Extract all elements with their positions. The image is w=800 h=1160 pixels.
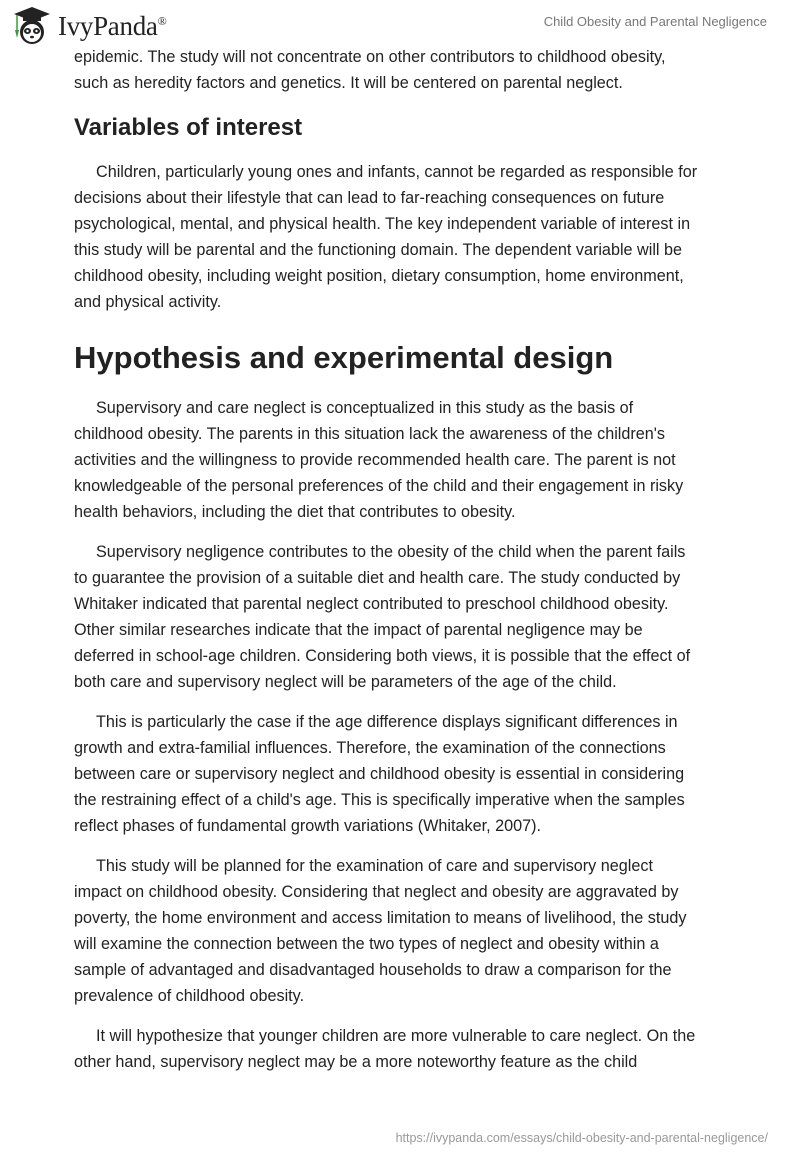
text-line: growth and extra-familial influences. Therefore, the examination of the connections [74, 739, 666, 757]
paragraph [74, 853, 754, 1009]
text-line: poverty, the home environment and access limitation to means of livelihood, the study [74, 909, 687, 927]
text-line: activities and the willingness to provide recommended health care. The parent is not [74, 451, 676, 469]
text-line: decisions about their lifestyle that can lead to far-reaching consequences on future [74, 189, 665, 207]
text-line: health behaviors, including the diet that contributes to obesity. [74, 503, 516, 521]
paragraph [74, 395, 754, 525]
text-line: impact on childhood obesity. Considering that neglect and obesity are aggravated by [74, 883, 679, 901]
page-url[interactable]: https://ivypanda.com/essays/child-obesity-and-parental-negligence/ [395, 1131, 768, 1145]
text-line: to guarantee the provision of a suitable diet and health care. The study conducted by [74, 569, 681, 587]
paragraph [74, 44, 754, 96]
text-line: other hand, supervisory neglect may be a more noteworthy feature as the child [74, 1053, 638, 1071]
document-title: Child Obesity and Parental Negligence [543, 14, 767, 29]
text-line: such as heredity factors and genetics. It will be centered on parental neglect. [74, 74, 623, 92]
text-line: childhood obesity. The parents in this situation lack the awareness of the children's [74, 425, 665, 443]
text-line: reflect phases of fundamental growth variations (Whitaker, 2007). [74, 817, 541, 835]
text-line: epidemic. The study will not concentrate on other contributors to childhood obesity, [74, 48, 666, 66]
text-line: sample of advantaged and disadvantaged households to draw a comparison for the [74, 961, 672, 979]
text-line: this study will be parental and the functioning domain. The dependent variable will be [74, 241, 683, 259]
text-line: will examine the connection between the two types of neglect and obesity within a [74, 935, 659, 953]
text-line: Supervisory and care neglect is conceptualized in this study as the basis of [96, 399, 634, 417]
logo-text: IvyPanda [58, 10, 158, 41]
text-line: and physical activity. [74, 293, 222, 311]
text-line: Whitaker indicated that parental neglect contributed to preschool childhood obesity. [74, 595, 669, 613]
text-line: prevalence of childhood obesity. [74, 987, 305, 1005]
text-line: between care or supervisory neglect and childhood obesity is essential in considering [74, 765, 685, 783]
paragraph [74, 709, 754, 839]
essay-content [74, 44, 754, 1089]
text-line: Supervisory negligence contributes to the obesity of the child when the parent fails [96, 543, 686, 561]
ivypanda-logo[interactable] [12, 6, 166, 46]
text-line: psychological, mental, and physical health. The key independent variable of interest in [74, 215, 691, 233]
section-heading: Hypothesis and experimental design [74, 340, 614, 375]
paragraph [74, 539, 754, 695]
subsection-heading: Variables of interest [74, 114, 303, 141]
text-line: childhood obesity, including weight position, dietary consumption, home environment, [74, 267, 684, 285]
text-line: This is particularly the case if the age difference displays significant differences in [96, 713, 678, 731]
text-line: knowledgeable of the personal preferences of the child and their engagement in risky [74, 477, 684, 495]
text-line: deferred in school-age children. Considering both views, it is possible that the effect of [74, 647, 691, 665]
registered-mark: ® [157, 13, 167, 28]
paragraph [74, 159, 754, 315]
panda-graduate-icon [12, 6, 52, 46]
text-line: This study will be planned for the examination of care and supervisory neglect [96, 857, 653, 875]
text-line: Children, particularly young ones and infants, cannot be regarded as responsible for [96, 163, 698, 181]
text-line: It will hypothesize that younger children are more vulnerable to care neglect. On the [96, 1027, 696, 1045]
text-line: the restraining effect of a child's age. This is specifically imperative when the samples [74, 791, 685, 809]
paragraph [74, 1023, 754, 1075]
page-header [0, 0, 800, 44]
text-line: both care and supervisory neglect will be parameters of the age of the child. [74, 673, 617, 691]
text-line: Other similar researches indicate that the impact of parental negligence may be [74, 621, 643, 639]
